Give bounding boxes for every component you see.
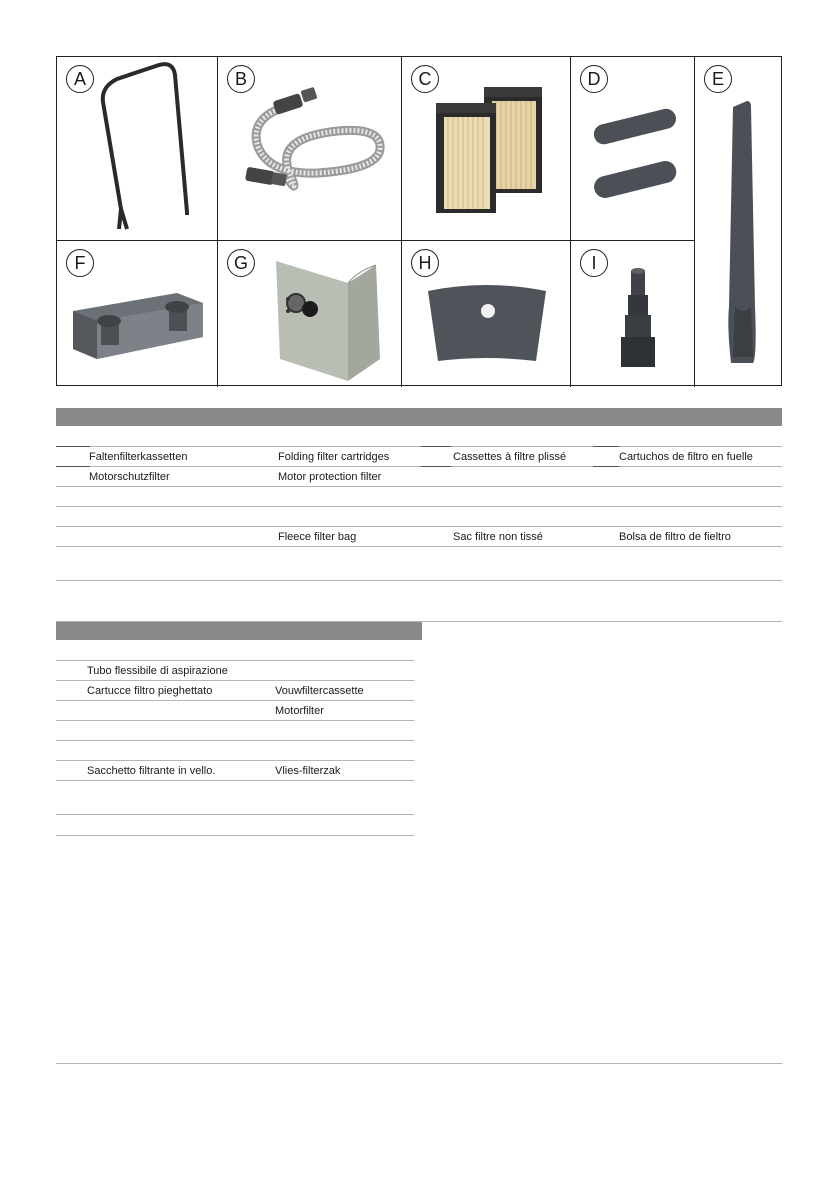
cell-nl: Vouwfiltercassette (275, 684, 364, 697)
table-row (56, 815, 414, 836)
seal-pads-icon (571, 57, 695, 241)
cell-de: Motorschutzfilter (89, 470, 170, 483)
cell-en: Folding filter cartridges (278, 450, 390, 463)
table2 (56, 640, 414, 836)
column-rule (421, 466, 451, 467)
table-row (56, 447, 782, 467)
accessories-figure (56, 56, 782, 386)
accessory-holder-icon (57, 241, 218, 387)
panel-h (402, 241, 571, 387)
cell-en: Motor protection filter (278, 470, 382, 483)
cell-es: Cartuchos de filtro en fuelle (619, 450, 753, 463)
table-row (56, 527, 782, 547)
panel-letter: I (580, 249, 608, 277)
table-row (56, 581, 782, 622)
table-row (56, 681, 414, 701)
crevice-nozzle-icon (695, 57, 783, 387)
table-row (56, 467, 782, 487)
page-footer-rule (56, 1063, 782, 1064)
column-rule (421, 446, 451, 447)
table2-header-band (56, 622, 422, 640)
cell-it: Cartucce filtro pieghettato (87, 684, 213, 697)
fleece-filter-bag-icon (218, 241, 402, 387)
panel-letter: A (66, 65, 94, 93)
table-row (56, 487, 782, 507)
panel-e (695, 57, 783, 387)
cell-nl: Vlies-filterzak (275, 764, 341, 777)
panel-letter: D (580, 65, 608, 93)
panel-letter: F (66, 249, 94, 277)
panel-i (571, 241, 695, 387)
table-row (56, 547, 782, 581)
panel-c (402, 57, 571, 241)
handle-bar-icon (57, 57, 218, 241)
panel-letter: H (411, 249, 439, 277)
column-rule (593, 446, 619, 447)
table1-header-band (56, 408, 782, 426)
panel-letter: G (227, 249, 255, 277)
panel-g (218, 241, 402, 387)
suction-hose-icon (218, 57, 402, 241)
cell-es: Bolsa de filtro de fieltro (619, 530, 731, 543)
table-row (56, 426, 782, 447)
table-row (56, 701, 414, 721)
cell-fr: Sac filtre non tissé (453, 530, 543, 543)
panel-f (57, 241, 218, 387)
table1 (56, 426, 782, 622)
table-row (56, 507, 782, 527)
column-rule (56, 466, 90, 467)
cell-de: Faltenfilterkassetten (89, 450, 188, 463)
panel-letter: C (411, 65, 439, 93)
filter-cartridges-icon (402, 57, 571, 241)
table-row (56, 640, 414, 661)
table-row (56, 741, 414, 761)
panel-letter: E (704, 65, 732, 93)
cell-fr: Cassettes à filtre plissé (453, 450, 567, 463)
panel-d (571, 57, 695, 241)
cell-nl: Motorfilter (275, 704, 324, 717)
disposal-bag-icon (402, 241, 571, 387)
column-rule (593, 466, 619, 467)
cell-en: Fleece filter bag (278, 530, 357, 543)
table-row (56, 761, 414, 781)
panel-letter: B (227, 65, 255, 93)
panel-b (218, 57, 402, 241)
adapter-sleeve-icon (571, 241, 695, 387)
cell-it: Tubo flessibile di aspirazione (87, 664, 228, 677)
cell-it: Sacchetto filtrante in vello. (87, 764, 216, 777)
table-row (56, 721, 414, 741)
table-row (56, 781, 414, 815)
column-rule (56, 446, 90, 447)
panel-a (57, 57, 218, 241)
table-row (56, 661, 414, 681)
